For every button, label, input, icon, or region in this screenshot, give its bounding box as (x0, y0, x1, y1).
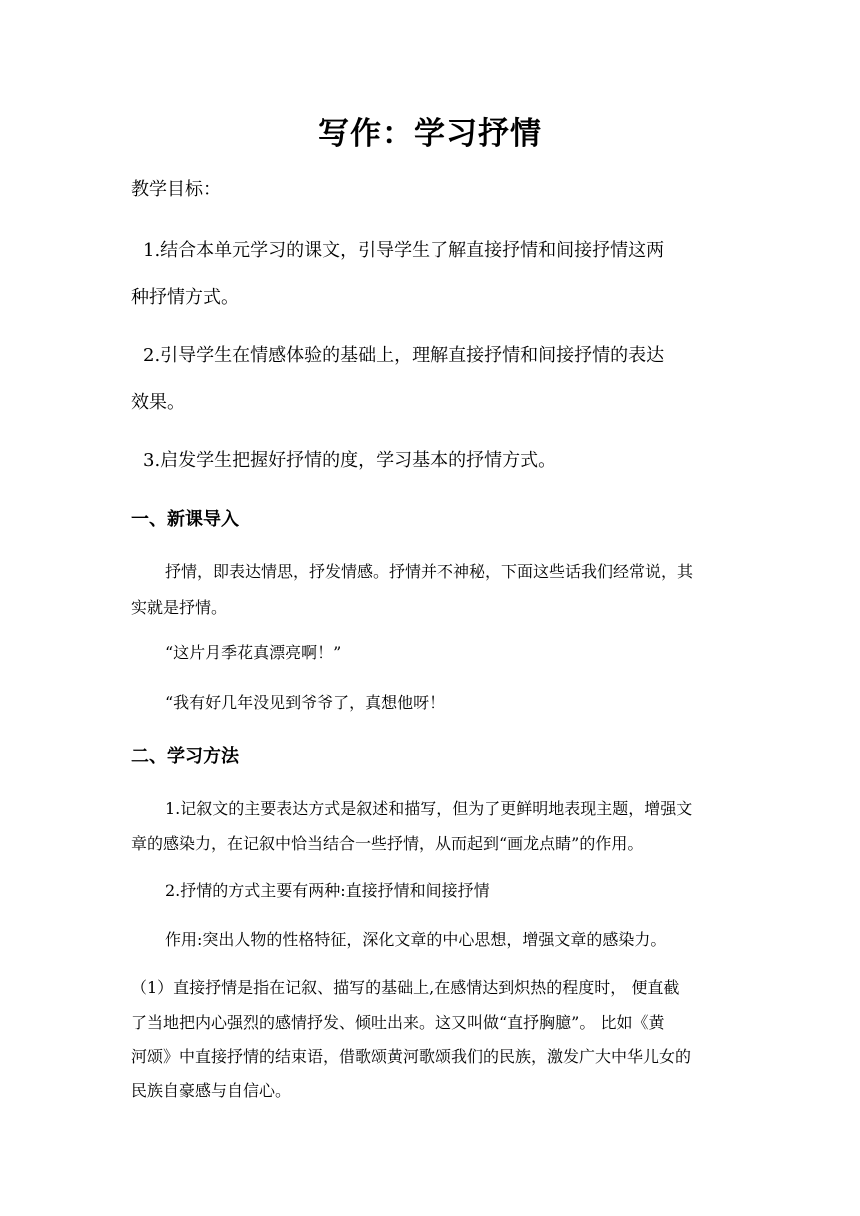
section-2-p4-line-2: 了当地把内心强烈的感情抒发、倾吐出来。这又叫做“直抒胸臆”。 比如《黄 (131, 1013, 665, 1032)
page-title: 写作：学习抒情 (318, 116, 542, 152)
section-1-para-line-2: 实就是抒情。 (131, 598, 228, 617)
section-2-p4-line-4: 民族自豪感与自信心。 (131, 1081, 292, 1100)
objective-1-line-2: 种抒情方式。 (131, 287, 239, 308)
section-2-p1-line-2: 章的感染力，在记叙中恰当结合一些抒情，从而起到“画龙点睛”的作用。 (131, 834, 644, 853)
section-2-heading: 二、学习方法 (131, 746, 239, 767)
objective-2-line-2: 效果。 (131, 392, 185, 413)
quote-2: “我有好几年没见到爷爷了，真想他呀！ (165, 693, 446, 712)
objective-1-line-1: 1.结合本单元学习的课文，引导学生了解直接抒情和间接抒情这两 (143, 240, 665, 261)
section-1-heading: 一、新课导入 (131, 509, 239, 530)
section-2-p2: 2.抒情的方式主要有两种:直接抒情和间接抒情 (165, 881, 490, 900)
objective-2-line-1: 2.引导学生在情感体验的基础上，理解直接抒情和间接抒情的表达 (143, 345, 665, 366)
section-2-p4-line-1: （1）直接抒情是指在记叙、描写的基础上,在感情达到炽热的程度时， 便直截 (131, 978, 680, 997)
section-2-p3: 作用:突出人物的性格特征，深化文章的中心思想，增强文章的感染力。 (165, 930, 667, 949)
section-1-para-line-1: 抒情，即表达情思，抒发情感。抒情并不神秘，下面这些话我们经常说，其 (165, 562, 694, 581)
quote-1: “这片月季花真漂亮啊！” (165, 643, 342, 662)
objective-3: 3.启发学生把握好抒情的度，学习基本的抒情方式。 (143, 450, 557, 471)
section-2-p4-line-3: 河颂》中直接抒情的结束语，借歌颂黄河歌颂我们的民族，激发广大中华儿女的 (131, 1047, 692, 1066)
objectives-label: 教学目标： (131, 179, 221, 200)
section-2-p1-line-1: 1.记叙文的主要表达方式是叙述和描写，但为了更鲜明地表现主题，增强文 (165, 799, 693, 818)
